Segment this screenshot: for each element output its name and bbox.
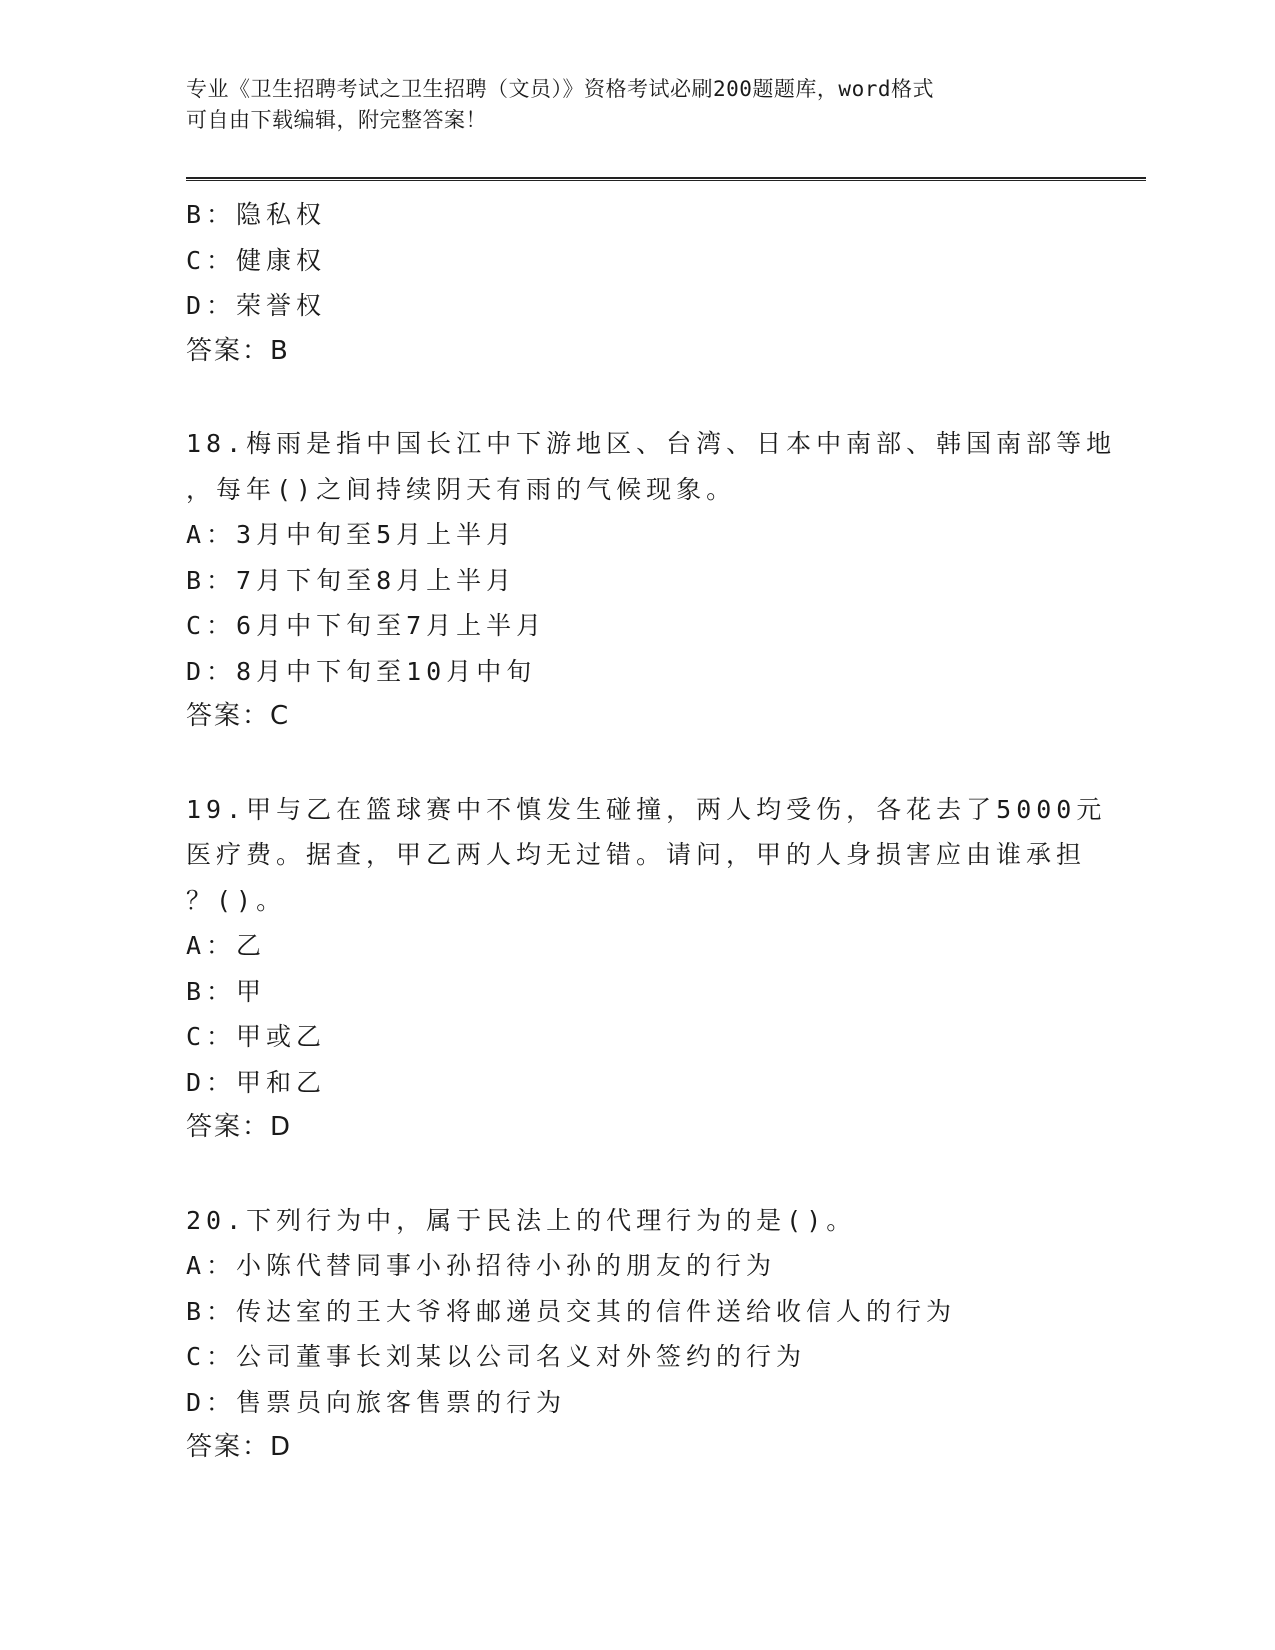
option-c: C：公司董事长刘某以公司名义对外签约的行为 <box>186 1342 807 1371</box>
option-a: A：3月中旬至5月上半月 <box>186 520 517 549</box>
option-c: C：6月中下旬至7月上半月 <box>186 611 547 640</box>
question-text-line: 20.下列行为中，属于民法上的代理行为的是()。 <box>186 1205 857 1235</box>
answer-line: 答案：C <box>186 701 291 731</box>
option-b: B：传达室的王大爷将邮递员交其的信件送给收信人的行为 <box>186 1296 957 1326</box>
question-text-line: ？()。 <box>186 885 287 915</box>
header-line-2: 可自由下载编辑，附完整答案！ <box>186 108 487 132</box>
question-text-line: 医疗费。据查，甲乙两人均无过错。请问，甲的人身损害应由谁承担 <box>186 840 1087 869</box>
question-20 <box>186 1198 1146 1471</box>
answer-line: 答案：D <box>186 1112 293 1142</box>
option-d: D：8月中下旬至10月中旬 <box>186 656 537 686</box>
option-d: D：售票员向旅客售票的行为 <box>186 1387 567 1417</box>
question-text-line: 19.甲与乙在篮球赛中不慎发生碰撞，两人均受伤，各花去了5000元 <box>186 794 1107 824</box>
question-text-line: ，每年()之间持续阴天有雨的气候现象。 <box>186 474 737 504</box>
option-b: B：甲 <box>186 976 267 1006</box>
spacer <box>186 374 1146 421</box>
option-a: A：小陈代替同事小孙招待小孙的朋友的行为 <box>186 1251 777 1280</box>
spacer <box>186 740 1146 787</box>
document-header <box>186 74 1066 136</box>
question-17 <box>186 192 1146 374</box>
header-divider <box>186 177 1146 181</box>
option-c: C：甲或乙 <box>186 1022 327 1051</box>
option-b: B：7月下旬至8月上半月 <box>186 565 517 595</box>
question-19 <box>186 787 1146 1151</box>
question-text-line: 18.梅雨是指中国长江中下游地区、台湾、日本中南部、韩国南部等地 <box>186 429 1117 458</box>
header-line-1: 专业《卫生招聘考试之卫生招聘（文员）》资格考试必刷200题题库，word格式 <box>186 77 934 101</box>
option-b: B：隐私权 <box>186 200 327 229</box>
option-c: C：健康权 <box>186 245 327 275</box>
option-d: D：荣誉权 <box>186 291 327 320</box>
spacer <box>186 1151 1146 1198</box>
question-content <box>186 192 1146 1471</box>
option-d: D：甲和乙 <box>186 1067 327 1097</box>
answer-line: 答案：D <box>186 1432 293 1462</box>
answer-line: 答案：B <box>186 335 290 366</box>
question-18 <box>186 421 1146 740</box>
option-a: A：乙 <box>186 931 267 960</box>
